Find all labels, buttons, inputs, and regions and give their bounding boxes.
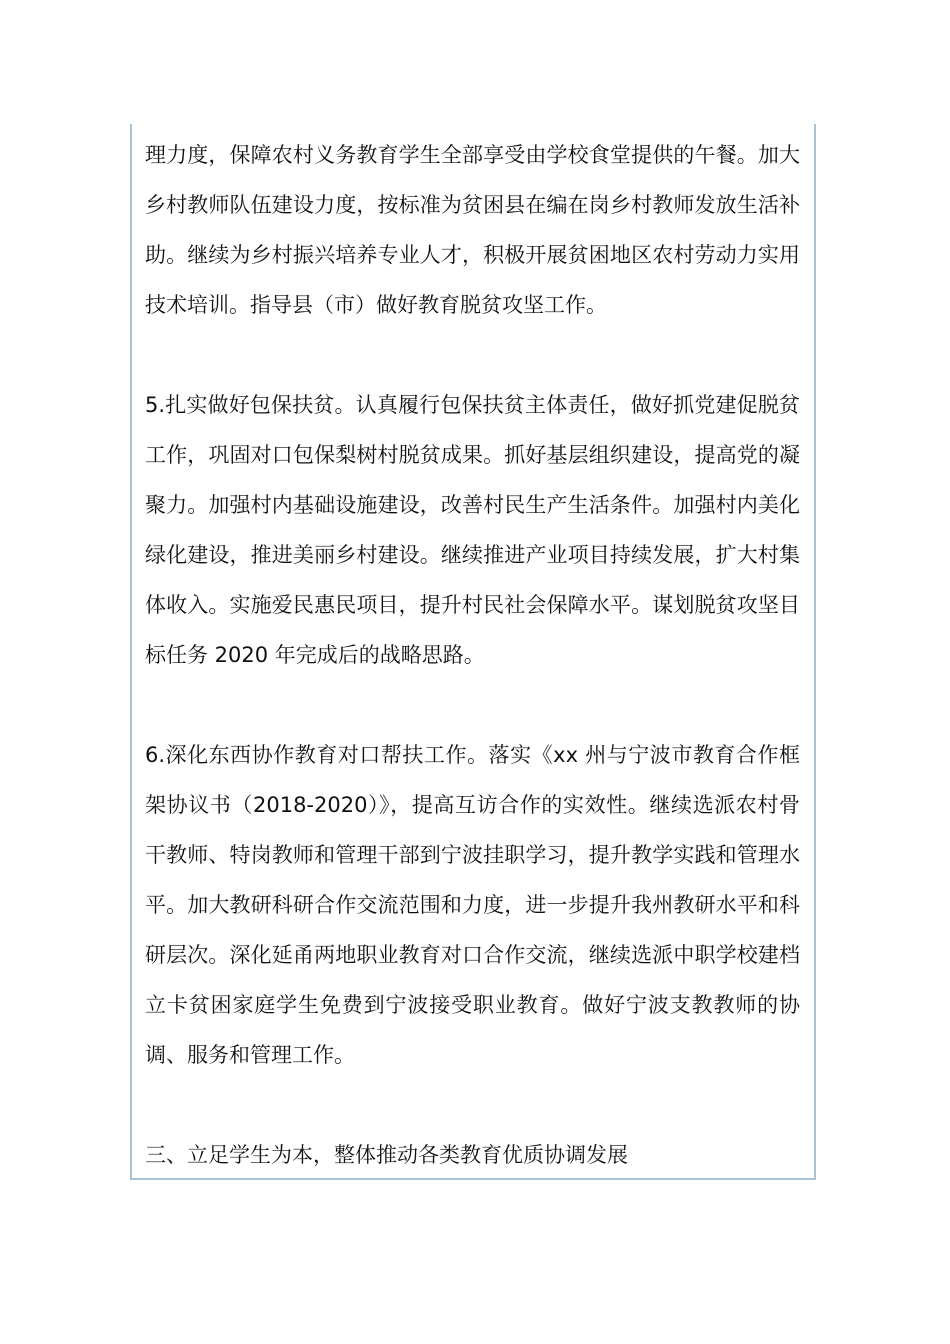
paragraph-spacer bbox=[145, 680, 800, 730]
paragraph-spacer bbox=[145, 1080, 800, 1130]
paragraph-spacer bbox=[145, 330, 800, 380]
paragraph-education-poverty: 理力度，保障农村义务教育学生全部享受由学校食堂提供的午餐。加大乡村教师队伍建设力度，按标准为贫困县在编在岗乡村教师发放生活补助。继续为乡村振兴培养专业人才，积极开展贫困地区农村劳动力实用技术培训。指导县（市）做好教育脱贫攻坚工作。 bbox=[145, 143, 800, 317]
paragraph-item-6: 6.深化东西协作教育对口帮扶工作。落实《xx 州与宁波市教育合作框架协议书（2018-2020）》，提高互访合作的实效性。继续选派农村骨干教师、特岗教师和管理干部到宁波挂职学习，提升教学实践和管理水平。加大教研科研合作交流范围和力度，进一步提升我州教研水平和科研层次。深化延甬两地职业教育对口合作交流，继续选派中职学校建档立卡贫困家庭学生免费到宁波接受职业教育。做好宁波支教教师的协调、服务和管理工作。 bbox=[145, 743, 800, 1067]
section-heading-3: 三、立足学生为本，整体推动各类教育优质协调发展 bbox=[145, 1143, 628, 1167]
document-body bbox=[145, 130, 800, 1180]
paragraph-item-5: 5.扎实做好包保扶贫。认真履行包保扶贫主体责任，做好抓党建促脱贫工作，巩固对口包保梨树村脱贫成果。抓好基层组织建设，提高党的凝聚力。加强村内基础设施建设，改善村民生产生活条件。加强村内美化绿化建设，推进美丽乡村建设。继续推进产业项目持续发展，扩大村集体收入。实施爱民惠民项目，提升村民社会保障水平。谋划脱贫攻坚目标任务 2020 年完成后的战略思路。 bbox=[145, 393, 800, 667]
